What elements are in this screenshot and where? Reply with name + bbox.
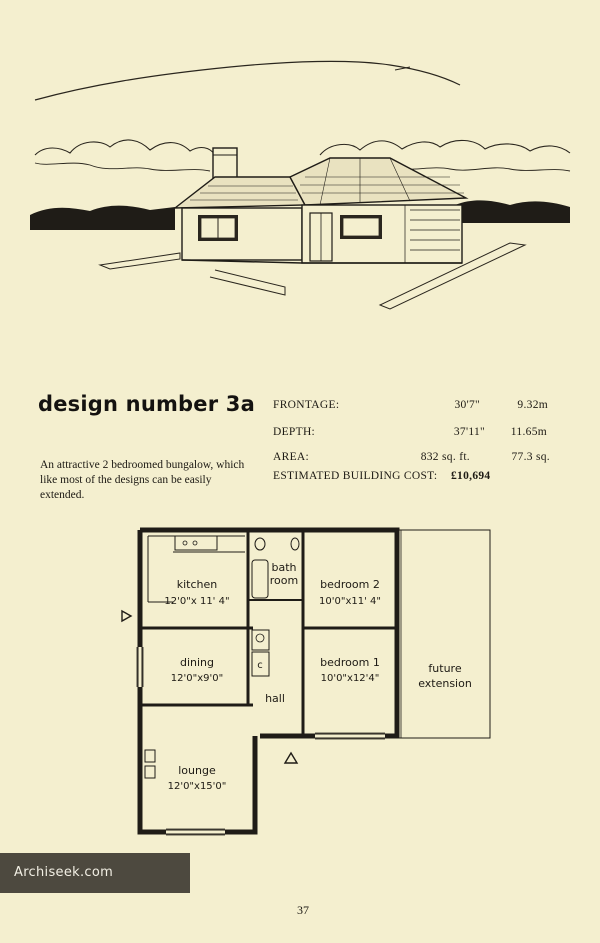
room-bath-name: bath room bbox=[269, 561, 299, 587]
room-kitchen-name: kitchen bbox=[176, 578, 218, 591]
depth-label: DEPTH: bbox=[273, 426, 316, 438]
page-number: 37 bbox=[297, 903, 309, 917]
room-lounge-dims: 12'0"x15'0" bbox=[167, 781, 227, 792]
frontage-imperial: 30'7" bbox=[454, 399, 480, 411]
room-hall-name: hall bbox=[265, 692, 285, 705]
room-bedroom1-dims: 10'0"x12'4" bbox=[320, 673, 380, 684]
frontage-label: FRONTAGE: bbox=[273, 399, 340, 411]
design-title: design number 3a bbox=[38, 392, 255, 416]
room-kitchen-dims: 12'0"x 11' 4" bbox=[164, 596, 230, 607]
room-future-extension-name: future extension bbox=[418, 662, 472, 690]
cupboard-label: c bbox=[257, 660, 263, 671]
room-dining-name: dining bbox=[179, 656, 215, 669]
depth-imperial: 37'11" bbox=[453, 426, 485, 438]
floor-plan bbox=[115, 522, 510, 844]
bungalow-sketch bbox=[30, 55, 575, 320]
area-imperial: 832 sq. ft. bbox=[420, 451, 470, 463]
room-dining-dims: 12'0"x9'0" bbox=[170, 673, 224, 684]
room-lounge-name: lounge bbox=[178, 764, 216, 777]
watermark-banner bbox=[0, 853, 190, 893]
cost-value: £10,694 bbox=[451, 470, 491, 482]
room-bedroom2-dims: 10'0"x11' 4" bbox=[319, 596, 381, 607]
area-metric: 77.3 sq. bbox=[511, 451, 550, 463]
room-bedroom2-name: bedroom 2 bbox=[320, 578, 380, 591]
watermark-text: Archiseek.com bbox=[14, 865, 114, 880]
frontage-metric: 9.32m bbox=[517, 399, 548, 411]
room-bedroom1-name: bedroom 1 bbox=[320, 656, 380, 669]
design-description: An attractive 2 bedroomed bungalow, which like most of the designs can be easily extended. bbox=[40, 459, 245, 501]
cost-label: ESTIMATED BUILDING COST: bbox=[273, 470, 438, 482]
depth-metric: 11.65m bbox=[510, 426, 547, 438]
area-label: AREA: bbox=[273, 451, 309, 463]
